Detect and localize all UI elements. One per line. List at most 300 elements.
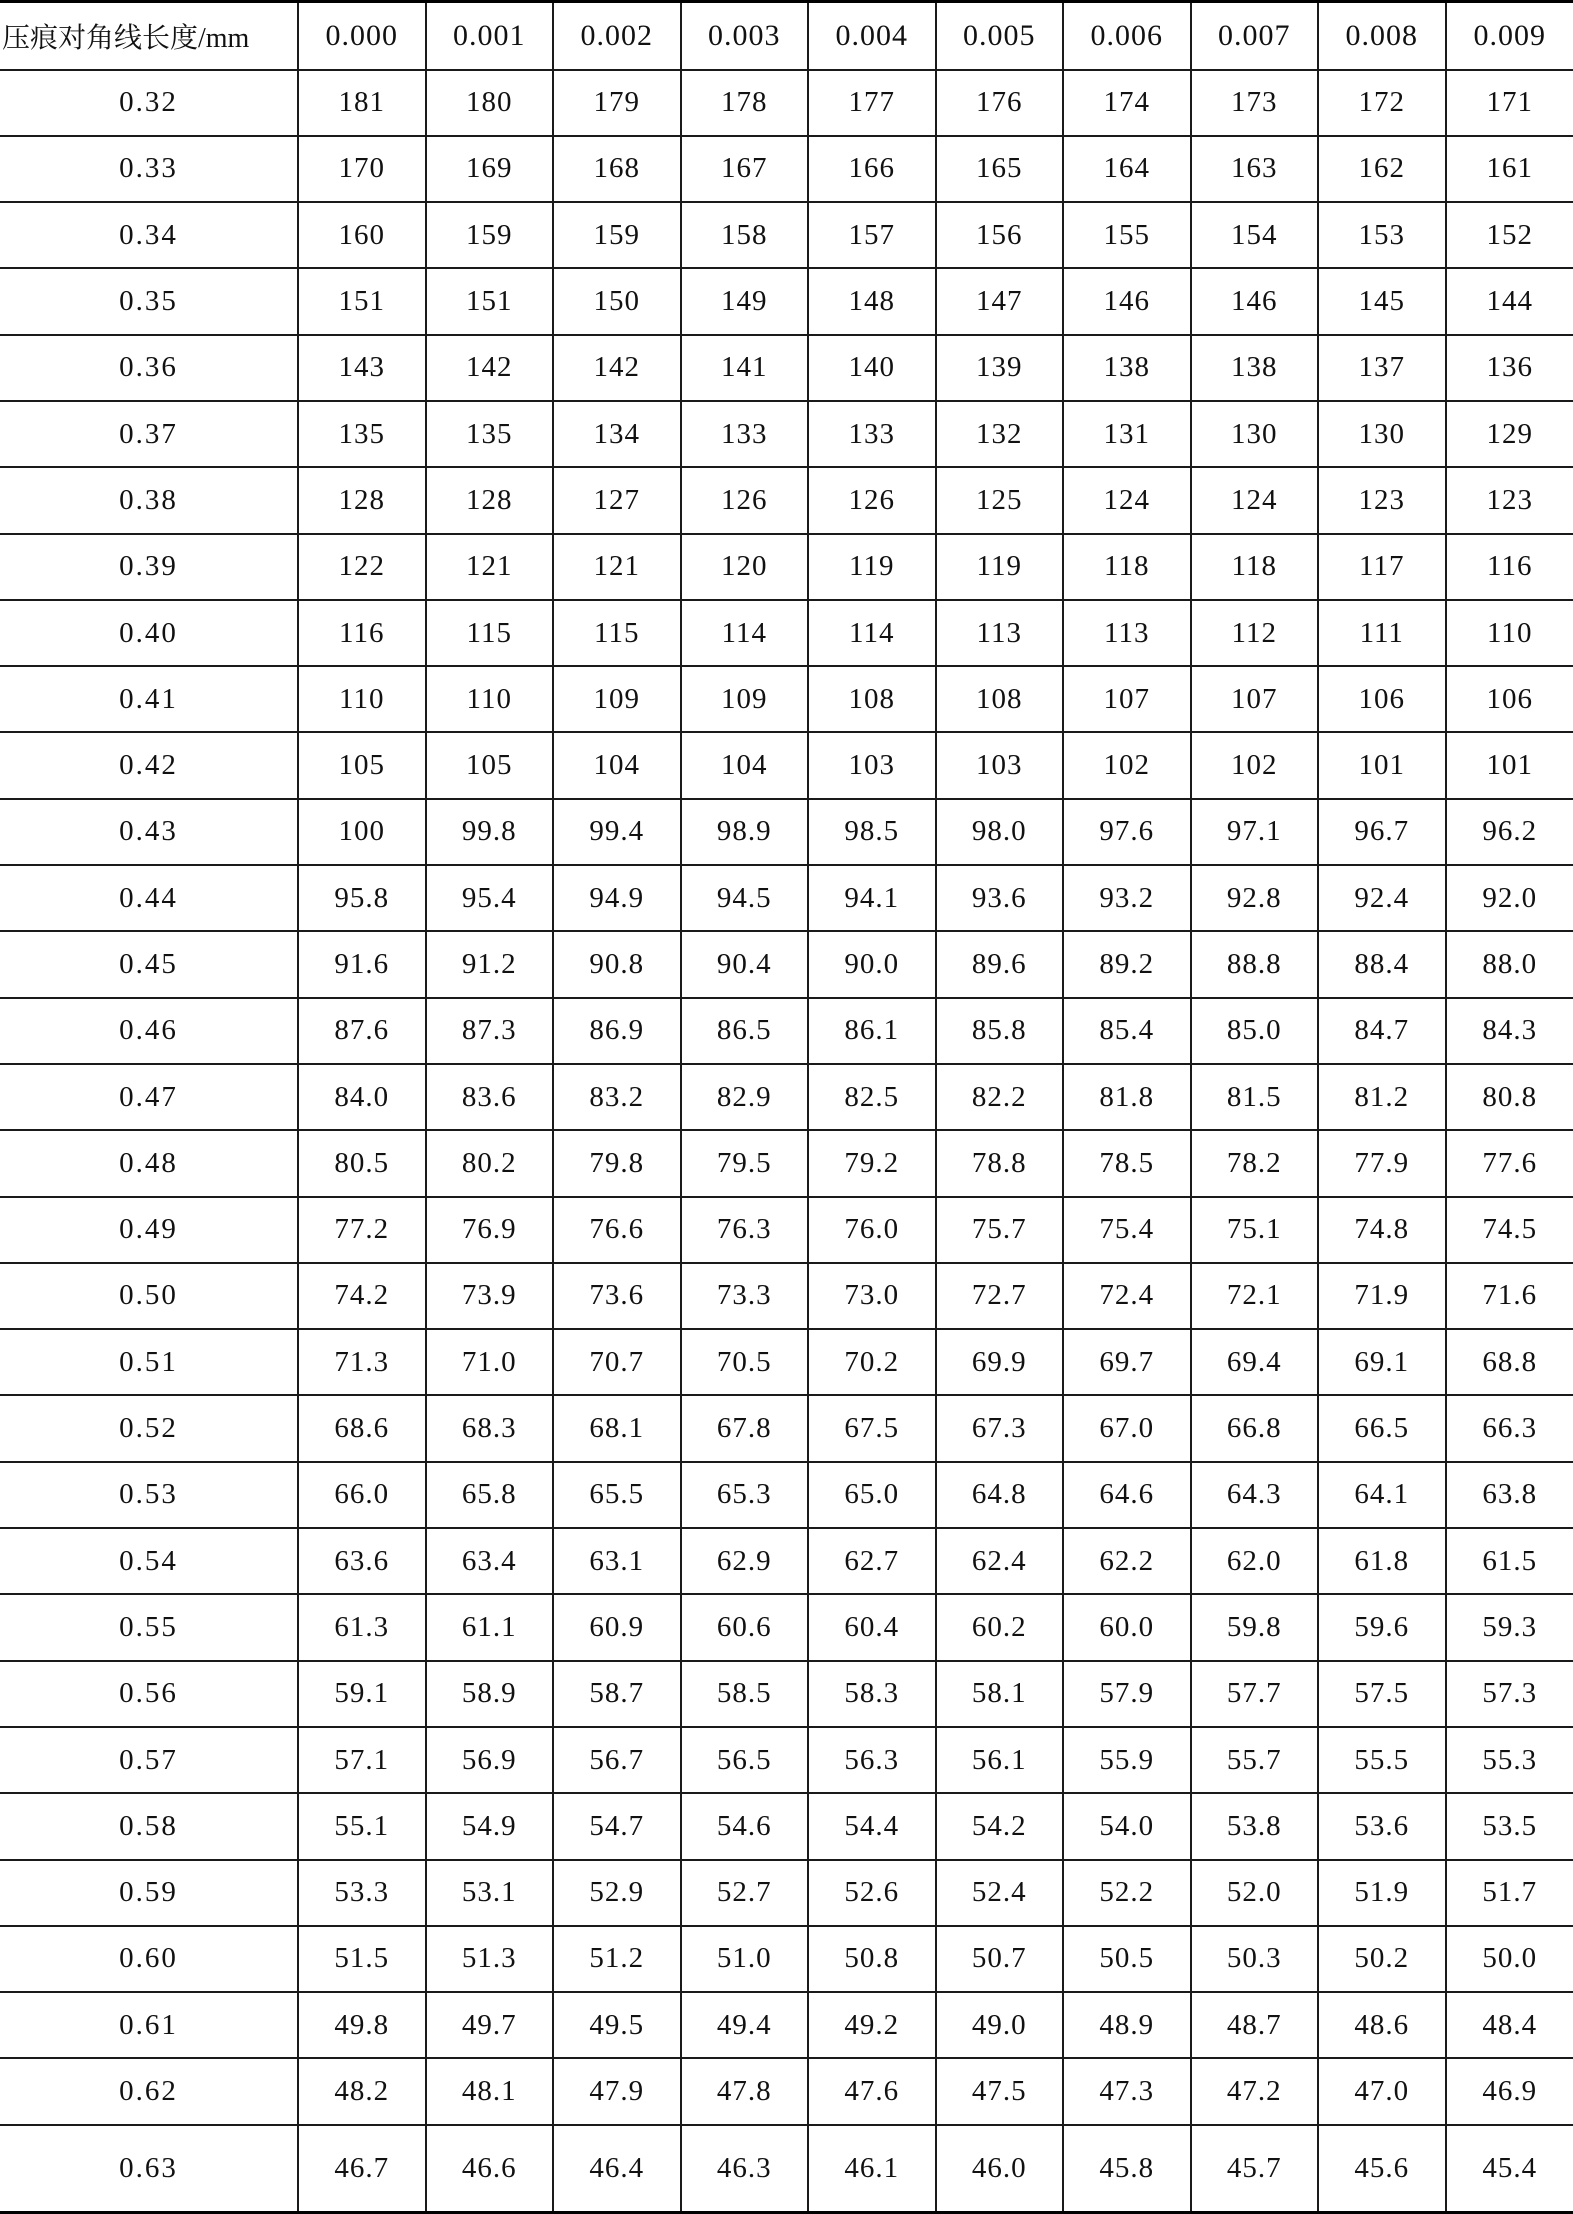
table-cell: 55.3 xyxy=(1446,1727,1573,1793)
table-cell: 68.3 xyxy=(426,1395,554,1461)
table-row xyxy=(0,268,1573,334)
table-cell: 74.2 xyxy=(298,1263,426,1329)
table-cell: 49.7 xyxy=(426,1992,554,2058)
table-cell: 96.7 xyxy=(1318,799,1446,865)
table-cell: 50.5 xyxy=(1063,1926,1191,1992)
table-cell: 142 xyxy=(426,335,554,401)
table-cell: 172 xyxy=(1318,70,1446,136)
table-cell: 181 xyxy=(298,70,426,136)
table-cell: 169 xyxy=(426,136,554,202)
table-cell: 50.8 xyxy=(808,1926,936,1992)
table-cell: 51.5 xyxy=(298,1926,426,1992)
table-cell: 115 xyxy=(426,600,554,666)
table-cell: 47.2 xyxy=(1191,2058,1319,2124)
table-cell: 71.0 xyxy=(426,1329,554,1395)
table-cell: 46.3 xyxy=(681,2125,809,2213)
table-cell: 86.9 xyxy=(553,998,681,1064)
table-cell: 62.9 xyxy=(681,1528,809,1594)
table-cell: 177 xyxy=(808,70,936,136)
table-cell: 97.1 xyxy=(1191,799,1319,865)
table-cell: 71.3 xyxy=(298,1329,426,1395)
row-label: 0.39 xyxy=(0,534,298,600)
table-cell: 50.2 xyxy=(1318,1926,1446,1992)
table-cell: 167 xyxy=(681,136,809,202)
table-cell: 71.9 xyxy=(1318,1263,1446,1329)
table-cell: 53.3 xyxy=(298,1860,426,1926)
table-cell: 113 xyxy=(936,600,1064,666)
table-cell: 116 xyxy=(1446,534,1573,600)
table-cell: 90.4 xyxy=(681,931,809,997)
table-cell: 85.8 xyxy=(936,998,1064,1064)
table-cell: 47.8 xyxy=(681,2058,809,2124)
table-cell: 81.8 xyxy=(1063,1064,1191,1130)
column-header: 0.009 xyxy=(1446,2,1573,70)
table-cell: 61.8 xyxy=(1318,1528,1446,1594)
table-row xyxy=(0,931,1573,997)
table-cell: 57.5 xyxy=(1318,1661,1446,1727)
table-cell: 54.0 xyxy=(1063,1793,1191,1859)
table-cell: 123 xyxy=(1318,467,1446,533)
table-cell: 51.9 xyxy=(1318,1860,1446,1926)
table-cell: 80.8 xyxy=(1446,1064,1573,1130)
table-cell: 104 xyxy=(681,732,809,798)
corner-header: 压痕对角线长度/mm xyxy=(0,2,298,70)
table-cell: 81.2 xyxy=(1318,1064,1446,1130)
table-cell: 45.8 xyxy=(1063,2125,1191,2213)
table-cell: 49.2 xyxy=(808,1992,936,2058)
table-cell: 78.8 xyxy=(936,1130,1064,1196)
table-cell: 151 xyxy=(298,268,426,334)
table-cell: 81.5 xyxy=(1191,1064,1319,1130)
table-row xyxy=(0,467,1573,533)
table-row xyxy=(0,1197,1573,1263)
table-cell: 56.7 xyxy=(553,1727,681,1793)
table-cell: 47.0 xyxy=(1318,2058,1446,2124)
table-row xyxy=(0,1130,1573,1196)
table-cell: 127 xyxy=(553,467,681,533)
table-row xyxy=(0,202,1573,268)
table-row xyxy=(0,1860,1573,1926)
table-cell: 52.2 xyxy=(1063,1860,1191,1926)
table-cell: 54.4 xyxy=(808,1793,936,1859)
table-cell: 137 xyxy=(1318,335,1446,401)
table-cell: 166 xyxy=(808,136,936,202)
table-cell: 48.9 xyxy=(1063,1992,1191,2058)
row-label: 0.42 xyxy=(0,732,298,798)
table-cell: 48.1 xyxy=(426,2058,554,2124)
table-cell: 115 xyxy=(553,600,681,666)
table-cell: 56.9 xyxy=(426,1727,554,1793)
table-cell: 124 xyxy=(1191,467,1319,533)
table-cell: 90.0 xyxy=(808,931,936,997)
table-cell: 50.7 xyxy=(936,1926,1064,1992)
table-cell: 63.8 xyxy=(1446,1462,1573,1528)
table-cell: 102 xyxy=(1063,732,1191,798)
table-cell: 76.3 xyxy=(681,1197,809,1263)
table-row xyxy=(0,998,1573,1064)
table-cell: 64.6 xyxy=(1063,1462,1191,1528)
table-cell: 57.3 xyxy=(1446,1661,1573,1727)
table-cell: 60.2 xyxy=(936,1594,1064,1660)
table-cell: 61.5 xyxy=(1446,1528,1573,1594)
table-cell: 110 xyxy=(298,666,426,732)
table-cell: 49.8 xyxy=(298,1992,426,2058)
row-label: 0.44 xyxy=(0,865,298,931)
table-cell: 136 xyxy=(1446,335,1573,401)
table-cell: 118 xyxy=(1063,534,1191,600)
table-cell: 70.2 xyxy=(808,1329,936,1395)
table-cell: 54.7 xyxy=(553,1793,681,1859)
table-row xyxy=(0,1329,1573,1395)
table-cell: 101 xyxy=(1446,732,1573,798)
table-cell: 159 xyxy=(553,202,681,268)
table-cell: 55.1 xyxy=(298,1793,426,1859)
table-row xyxy=(0,136,1573,202)
table-cell: 91.2 xyxy=(426,931,554,997)
row-label: 0.53 xyxy=(0,1462,298,1528)
table-cell: 150 xyxy=(553,268,681,334)
table-cell: 122 xyxy=(298,534,426,600)
table-cell: 87.6 xyxy=(298,998,426,1064)
table-cell: 138 xyxy=(1063,335,1191,401)
table-cell: 153 xyxy=(1318,202,1446,268)
table-cell: 69.4 xyxy=(1191,1329,1319,1395)
table-cell: 161 xyxy=(1446,136,1573,202)
table-cell: 68.1 xyxy=(553,1395,681,1461)
table-cell: 164 xyxy=(1063,136,1191,202)
table-row xyxy=(0,666,1573,732)
table-row xyxy=(0,1661,1573,1727)
table-cell: 62.7 xyxy=(808,1528,936,1594)
table-cell: 110 xyxy=(426,666,554,732)
table-cell: 152 xyxy=(1446,202,1573,268)
table-cell: 105 xyxy=(298,732,426,798)
table-cell: 63.1 xyxy=(553,1528,681,1594)
table-cell: 62.4 xyxy=(936,1528,1064,1594)
table-cell: 68.6 xyxy=(298,1395,426,1461)
table-cell: 85.4 xyxy=(1063,998,1191,1064)
table-cell: 45.6 xyxy=(1318,2125,1446,2213)
table-cell: 52.7 xyxy=(681,1860,809,1926)
table-cell: 99.8 xyxy=(426,799,554,865)
table-cell: 144 xyxy=(1446,268,1573,334)
table-cell: 59.6 xyxy=(1318,1594,1446,1660)
table-cell: 94.9 xyxy=(553,865,681,931)
table-cell: 53.8 xyxy=(1191,1793,1319,1859)
row-label: 0.59 xyxy=(0,1860,298,1926)
table-cell: 123 xyxy=(1446,467,1573,533)
table-cell: 78.5 xyxy=(1063,1130,1191,1196)
column-header: 0.008 xyxy=(1318,2,1446,70)
row-label: 0.57 xyxy=(0,1727,298,1793)
table-cell: 125 xyxy=(936,467,1064,533)
table-cell: 168 xyxy=(553,136,681,202)
table-cell: 70.5 xyxy=(681,1329,809,1395)
table-cell: 148 xyxy=(808,268,936,334)
table-cell: 69.9 xyxy=(936,1329,1064,1395)
table-cell: 53.1 xyxy=(426,1860,554,1926)
table-cell: 72.4 xyxy=(1063,1263,1191,1329)
table-cell: 106 xyxy=(1446,666,1573,732)
table-cell: 78.2 xyxy=(1191,1130,1319,1196)
column-header: 0.001 xyxy=(426,2,554,70)
table-cell: 95.4 xyxy=(426,865,554,931)
table-cell: 87.3 xyxy=(426,998,554,1064)
table-cell: 57.1 xyxy=(298,1727,426,1793)
table-cell: 61.3 xyxy=(298,1594,426,1660)
table-cell: 106 xyxy=(1318,666,1446,732)
table-cell: 58.1 xyxy=(936,1661,1064,1727)
table-cell: 56.3 xyxy=(808,1727,936,1793)
table-cell: 93.6 xyxy=(936,865,1064,931)
table-cell: 143 xyxy=(298,335,426,401)
table-cell: 48.2 xyxy=(298,2058,426,2124)
table-cell: 51.0 xyxy=(681,1926,809,1992)
table-row xyxy=(0,401,1573,467)
table-cell: 64.1 xyxy=(1318,1462,1446,1528)
column-header: 0.000 xyxy=(298,2,426,70)
table-cell: 50.0 xyxy=(1446,1926,1573,1992)
table-cell: 58.3 xyxy=(808,1661,936,1727)
table-cell: 126 xyxy=(681,467,809,533)
table-row xyxy=(0,600,1573,666)
table-cell: 73.3 xyxy=(681,1263,809,1329)
table-cell: 100 xyxy=(298,799,426,865)
table-cell: 54.6 xyxy=(681,1793,809,1859)
table-cell: 104 xyxy=(553,732,681,798)
column-header: 0.005 xyxy=(936,2,1064,70)
table-cell: 67.8 xyxy=(681,1395,809,1461)
row-label: 0.33 xyxy=(0,136,298,202)
table-cell: 97.6 xyxy=(1063,799,1191,865)
row-label: 0.63 xyxy=(0,2125,298,2213)
table-cell: 67.0 xyxy=(1063,1395,1191,1461)
table-cell: 46.0 xyxy=(936,2125,1064,2213)
table-cell: 176 xyxy=(936,70,1064,136)
table-cell: 96.2 xyxy=(1446,799,1573,865)
table-cell: 46.7 xyxy=(298,2125,426,2213)
table-cell: 55.7 xyxy=(1191,1727,1319,1793)
table-cell: 130 xyxy=(1318,401,1446,467)
table-cell: 149 xyxy=(681,268,809,334)
table-cell: 60.6 xyxy=(681,1594,809,1660)
table-cell: 86.5 xyxy=(681,998,809,1064)
table-cell: 54.2 xyxy=(936,1793,1064,1859)
table-cell: 79.5 xyxy=(681,1130,809,1196)
table-cell: 56.1 xyxy=(936,1727,1064,1793)
table-cell: 135 xyxy=(426,401,554,467)
table-cell: 107 xyxy=(1063,666,1191,732)
table-cell: 89.2 xyxy=(1063,931,1191,997)
table-cell: 77.9 xyxy=(1318,1130,1446,1196)
table-cell: 88.0 xyxy=(1446,931,1573,997)
table-cell: 98.9 xyxy=(681,799,809,865)
table-cell: 93.2 xyxy=(1063,865,1191,931)
table-cell: 75.4 xyxy=(1063,1197,1191,1263)
table-body xyxy=(0,70,1573,2213)
table-cell: 119 xyxy=(808,534,936,600)
table-cell: 88.4 xyxy=(1318,931,1446,997)
table-cell: 55.9 xyxy=(1063,1727,1191,1793)
table-cell: 145 xyxy=(1318,268,1446,334)
row-label: 0.61 xyxy=(0,1992,298,2058)
table-row xyxy=(0,2125,1573,2213)
row-label: 0.43 xyxy=(0,799,298,865)
table-row xyxy=(0,1992,1573,2058)
table-cell: 47.3 xyxy=(1063,2058,1191,2124)
row-label: 0.46 xyxy=(0,998,298,1064)
table-cell: 162 xyxy=(1318,136,1446,202)
table-cell: 62.0 xyxy=(1191,1528,1319,1594)
table-cell: 74.8 xyxy=(1318,1197,1446,1263)
table-cell: 63.6 xyxy=(298,1528,426,1594)
row-label: 0.41 xyxy=(0,666,298,732)
table-cell: 74.5 xyxy=(1446,1197,1573,1263)
row-label: 0.45 xyxy=(0,931,298,997)
table-row xyxy=(0,2058,1573,2124)
table-cell: 113 xyxy=(1063,600,1191,666)
column-header: 0.003 xyxy=(681,2,809,70)
table-cell: 146 xyxy=(1063,268,1191,334)
table-cell: 130 xyxy=(1191,401,1319,467)
table-cell: 103 xyxy=(936,732,1064,798)
table-cell: 52.0 xyxy=(1191,1860,1319,1926)
row-label: 0.58 xyxy=(0,1793,298,1859)
table-cell: 76.6 xyxy=(553,1197,681,1263)
table-cell: 52.6 xyxy=(808,1860,936,1926)
table-cell: 139 xyxy=(936,335,1064,401)
row-label: 0.51 xyxy=(0,1329,298,1395)
table-cell: 102 xyxy=(1191,732,1319,798)
table-cell: 59.3 xyxy=(1446,1594,1573,1660)
table-cell: 103 xyxy=(808,732,936,798)
table-cell: 134 xyxy=(553,401,681,467)
table-cell: 82.2 xyxy=(936,1064,1064,1130)
row-label: 0.34 xyxy=(0,202,298,268)
table-cell: 126 xyxy=(808,467,936,533)
table-cell: 75.1 xyxy=(1191,1197,1319,1263)
table-cell: 66.3 xyxy=(1446,1395,1573,1461)
table-cell: 75.7 xyxy=(936,1197,1064,1263)
table-cell: 66.8 xyxy=(1191,1395,1319,1461)
table-cell: 112 xyxy=(1191,600,1319,666)
table-cell: 77.2 xyxy=(298,1197,426,1263)
table-cell: 165 xyxy=(936,136,1064,202)
table-cell: 92.4 xyxy=(1318,865,1446,931)
table-cell: 51.7 xyxy=(1446,1860,1573,1926)
table-cell: 105 xyxy=(426,732,554,798)
table-cell: 154 xyxy=(1191,202,1319,268)
table-cell: 72.7 xyxy=(936,1263,1064,1329)
table-cell: 119 xyxy=(936,534,1064,600)
table-cell: 116 xyxy=(298,600,426,666)
table-cell: 128 xyxy=(298,467,426,533)
table-cell: 58.7 xyxy=(553,1661,681,1727)
table-cell: 133 xyxy=(681,401,809,467)
table-cell: 69.1 xyxy=(1318,1329,1446,1395)
table-cell: 80.2 xyxy=(426,1130,554,1196)
table-cell: 83.2 xyxy=(553,1064,681,1130)
table-row xyxy=(0,1594,1573,1660)
table-cell: 170 xyxy=(298,136,426,202)
table-cell: 60.4 xyxy=(808,1594,936,1660)
table-row xyxy=(0,70,1573,136)
table-cell: 46.9 xyxy=(1446,2058,1573,2124)
table-cell: 178 xyxy=(681,70,809,136)
table-cell: 95.8 xyxy=(298,865,426,931)
table-cell: 109 xyxy=(681,666,809,732)
table-cell: 132 xyxy=(936,401,1064,467)
table-cell: 84.0 xyxy=(298,1064,426,1130)
table-cell: 135 xyxy=(298,401,426,467)
row-label: 0.37 xyxy=(0,401,298,467)
table-cell: 163 xyxy=(1191,136,1319,202)
table-cell: 47.9 xyxy=(553,2058,681,2124)
column-header: 0.007 xyxy=(1191,2,1319,70)
table-cell: 72.1 xyxy=(1191,1263,1319,1329)
table-cell: 146 xyxy=(1191,268,1319,334)
table-cell: 140 xyxy=(808,335,936,401)
table-row xyxy=(0,865,1573,931)
table-cell: 62.2 xyxy=(1063,1528,1191,1594)
table-cell: 65.8 xyxy=(426,1462,554,1528)
table-row xyxy=(0,335,1573,401)
table-cell: 57.9 xyxy=(1063,1661,1191,1727)
table-cell: 110 xyxy=(1446,600,1573,666)
table-cell: 101 xyxy=(1318,732,1446,798)
table-cell: 114 xyxy=(681,600,809,666)
row-label: 0.54 xyxy=(0,1528,298,1594)
table-cell: 47.6 xyxy=(808,2058,936,2124)
table-cell: 114 xyxy=(808,600,936,666)
table-cell: 85.0 xyxy=(1191,998,1319,1064)
row-label: 0.38 xyxy=(0,467,298,533)
table-cell: 52.4 xyxy=(936,1860,1064,1926)
table-cell: 82.5 xyxy=(808,1064,936,1130)
table-cell: 59.8 xyxy=(1191,1594,1319,1660)
table-cell: 73.6 xyxy=(553,1263,681,1329)
table-cell: 179 xyxy=(553,70,681,136)
table-cell: 157 xyxy=(808,202,936,268)
row-label: 0.32 xyxy=(0,70,298,136)
row-label: 0.36 xyxy=(0,335,298,401)
table-cell: 174 xyxy=(1063,70,1191,136)
table-cell: 180 xyxy=(426,70,554,136)
table-cell: 70.7 xyxy=(553,1329,681,1395)
table-cell: 118 xyxy=(1191,534,1319,600)
table-cell: 128 xyxy=(426,467,554,533)
table-cell: 48.7 xyxy=(1191,1992,1319,2058)
table-cell: 46.1 xyxy=(808,2125,936,2213)
table-cell: 60.9 xyxy=(553,1594,681,1660)
table-cell: 94.5 xyxy=(681,865,809,931)
table-cell: 68.8 xyxy=(1446,1329,1573,1395)
table-cell: 142 xyxy=(553,335,681,401)
table-cell: 49.0 xyxy=(936,1992,1064,2058)
table-cell: 83.6 xyxy=(426,1064,554,1130)
table-cell: 53.5 xyxy=(1446,1793,1573,1859)
row-label: 0.62 xyxy=(0,2058,298,2124)
table-cell: 56.5 xyxy=(681,1727,809,1793)
table-cell: 50.3 xyxy=(1191,1926,1319,1992)
table-cell: 117 xyxy=(1318,534,1446,600)
table-cell: 73.0 xyxy=(808,1263,936,1329)
row-label: 0.56 xyxy=(0,1661,298,1727)
table-cell: 48.4 xyxy=(1446,1992,1573,2058)
table-cell: 45.4 xyxy=(1446,2125,1573,2213)
table-row xyxy=(0,1793,1573,1859)
table-cell: 171 xyxy=(1446,70,1573,136)
